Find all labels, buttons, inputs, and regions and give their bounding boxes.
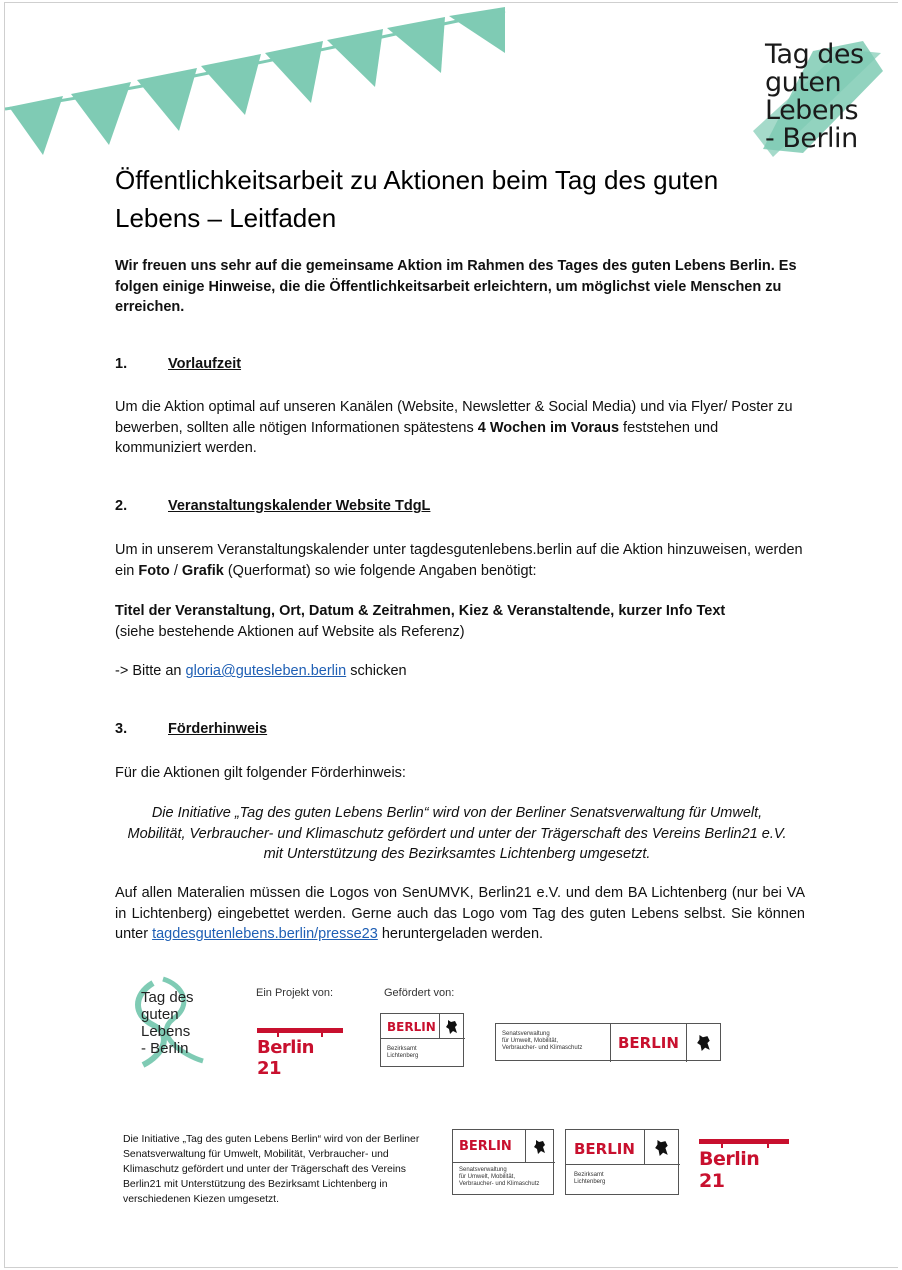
- logo-line-2: guten: [765, 67, 842, 98]
- logo-line: guten: [141, 1006, 179, 1023]
- divider: [439, 1014, 440, 1038]
- text-line: Bezirksamt: [574, 1172, 604, 1178]
- senat-logo: [495, 1023, 721, 1061]
- footer-senat-logo: [452, 1129, 554, 1195]
- berlin-word: BERLIN: [387, 1020, 436, 1034]
- text-run: (Querformat) so wie folgende Angaben benötigt:: [223, 562, 537, 579]
- logos-row: [5, 973, 899, 1079]
- intro-paragraph: Wir freuen uns sehr auf die gemeinsame Aktion im Rahmen des Tages des guten Lebens Berlin. Es folgen einige Hinweise, die die Öffentlichkeitsarbeit erleichtern, um möglichst viele Menschen zu erreichen.: [115, 258, 797, 315]
- text-run: /: [169, 562, 182, 579]
- text-line: Senatsverwaltung: [459, 1167, 507, 1173]
- logo-line-3: Lebens: [765, 95, 859, 126]
- berlin-word: BERLIN: [574, 1140, 635, 1158]
- divider: [610, 1024, 611, 1062]
- tdgl-small-logo-text: [141, 989, 194, 1057]
- berlin-word: BERLIN: [618, 1034, 679, 1052]
- logo-line: - Berlin: [141, 1040, 189, 1057]
- text-run: Um die Aktion optimal auf unseren Kanälen (Website, Newsletter & Social Media) und via Flyer/ Poster zu bewerben, sollten alle nötigen Informationen spätestens: [115, 399, 793, 436]
- funding-quote: Die Initiative „Tag des guten Lebens Berlin“ wird von der Berliner Senatsverwaltung für Umwelt, Mobilität, Verbraucher- und Klimaschutz gefördert und unter der Trägerschaft des Vereins Berlin21 e.V. mit Unterstützung des Bezirksamtes Lichtenberg umgesetzt.: [127, 805, 787, 862]
- fields-note: (siehe bestehende Aktionen auf Website als Referenz): [115, 623, 465, 640]
- divider: [686, 1024, 687, 1062]
- section-3-heading: [115, 721, 267, 737]
- berlin-bear-icon: [533, 1138, 547, 1156]
- section-2-heading: [115, 498, 430, 514]
- logo-line-1: Tag des: [765, 39, 864, 70]
- text-line: Lichtenberg: [387, 1053, 419, 1059]
- press-link[interactable]: tagdesgutenlebens.berlin/presse23: [152, 926, 378, 942]
- bezirksamt-logo: [380, 1013, 464, 1067]
- bold-run: Foto: [138, 562, 170, 579]
- section-label: Veranstaltungskalender Website TdgL: [168, 498, 431, 514]
- logo-line: Lebens: [141, 1023, 191, 1040]
- text-line: für Umwelt, Mobilität,: [502, 1038, 559, 1044]
- text-line: Lichtenberg: [574, 1179, 606, 1185]
- divider: [525, 1130, 526, 1162]
- section-2-fields: [115, 601, 805, 642]
- footer-bezirksamt-logo: [565, 1129, 679, 1195]
- bold-run: Grafik: [181, 562, 224, 579]
- text-line: Bezirksamt: [387, 1046, 417, 1052]
- section-3-intro: Für die Aktionen gilt folgender Förderhinweis:: [115, 765, 406, 781]
- bezirksamt-text: [387, 1046, 418, 1060]
- section-2-paragraph: [115, 540, 805, 581]
- section-label: Vorlaufzeit: [168, 356, 242, 372]
- text-run: Um in unserem Veranstaltungskalender unter tagdesgutenlebens.berlin auf die Aktion hinzuweisen, werden ein: [115, 542, 803, 579]
- project-caption: Ein Projekt von:: [256, 987, 334, 999]
- bold-run: 4 Wochen im Voraus: [477, 419, 620, 436]
- footer-berlin21-logo: [699, 1139, 789, 1192]
- document-page: [4, 2, 898, 1268]
- berlin-bear-icon: [696, 1033, 712, 1053]
- berlin-bear-icon: [445, 1019, 459, 1035]
- text-run: schicken: [346, 663, 407, 679]
- fields-list: Titel der Veranstaltung, Ort, Datum & Zeitrahmen, Kiez & Veranstaltende, kurzer Info Text: [115, 603, 726, 619]
- text-line: für Umwelt, Mobilität,: [459, 1174, 516, 1180]
- section-2-send: [115, 661, 805, 682]
- divider: [453, 1162, 555, 1163]
- logo-line: Tag des: [141, 989, 194, 1006]
- berlin-word: BERLIN: [459, 1139, 512, 1154]
- email-link[interactable]: gloria@gutesleben.berlin: [185, 663, 347, 679]
- section-label: Förderhinweis: [168, 721, 268, 737]
- text-run: heruntergeladen werden.: [377, 926, 544, 942]
- text-line: Verbraucher- und Klimaschutz: [459, 1181, 540, 1187]
- berlin21-word: Berlin 21: [257, 1037, 314, 1079]
- text-line: Verbraucher- und Klimaschutz: [502, 1045, 583, 1051]
- bunting-decoration: [5, 3, 525, 163]
- footer-funding-note: Die Initiative „Tag des guten Lebens Berlin“ wird von der Berliner Senatsverwaltung für Umwelt, Mobilität, Verbraucher- und Klimaschutz gefördert und unter der Trägerschaft des Vereins Berlin21 mit Unterstützung des Bezirksamt Lichtenberg in verschiedenen Kiezen umgesetzt.: [123, 1134, 420, 1205]
- section-number: 1.: [115, 356, 128, 372]
- text-run: Auf allen Materalien müssen die Logos von SenUMVK, Berlin21 e.V. und dem BA Lichtenberg (nur bei VA in Lichtenberg) eingebettet werden. Gerne auch das Logo vom Tag des guten Lebens selbst. Sie können unter: [115, 885, 805, 942]
- document-title: Öffentlichkeitsarbeit zu Aktionen beim Tag des guten Lebens – Leitfaden: [115, 165, 719, 233]
- berlin21-word: Berlin 21: [699, 1148, 760, 1192]
- text-line: Senatsverwaltung: [502, 1031, 550, 1037]
- section-number: 3.: [115, 721, 128, 737]
- senat-text: [502, 1031, 582, 1052]
- berlin21-logo: [257, 1028, 343, 1079]
- section-1-paragraph: [115, 397, 805, 459]
- text-run: feststehen und kommuniziert werden.: [115, 419, 719, 456]
- section-3-paragraph: [115, 883, 805, 945]
- divider: [566, 1164, 680, 1165]
- funded-caption: Gefördert von:: [384, 987, 455, 999]
- bezirksamt-text: [574, 1172, 605, 1186]
- senat-text: [459, 1167, 539, 1188]
- section-1-heading: [115, 356, 241, 372]
- tdgl-logo: [743, 31, 893, 161]
- logo-line-4: - Berlin: [765, 123, 858, 154]
- section-number: 2.: [115, 498, 128, 514]
- divider: [381, 1038, 465, 1039]
- berlin-bear-icon: [654, 1138, 670, 1158]
- text-run: -> Bitte an: [115, 663, 186, 679]
- divider: [644, 1130, 645, 1164]
